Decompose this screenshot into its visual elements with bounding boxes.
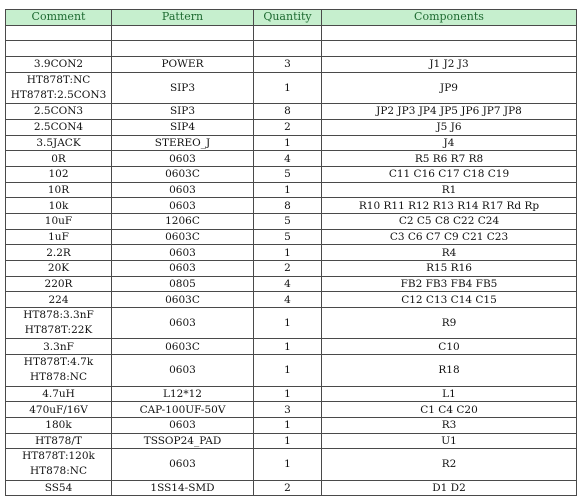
header-components[interactable]: Components — [322, 10, 577, 26]
cell-comment[interactable]: 3.9CON2 — [6, 57, 112, 73]
cell-pattern[interactable]: 0603 — [112, 417, 254, 433]
cell-pattern[interactable]: 0603 — [112, 449, 254, 480]
cell-comment[interactable] — [6, 41, 112, 57]
cell-comment[interactable]: 2.5CON3 — [6, 104, 112, 120]
cell-pattern[interactable]: 0603 — [112, 261, 254, 277]
table-row — [6, 449, 577, 480]
cell-quantity[interactable]: 1 — [254, 449, 322, 480]
cell-quantity[interactable]: 1 — [254, 182, 322, 198]
cell-quantity[interactable]: 4 — [254, 151, 322, 167]
table-row — [6, 417, 577, 433]
comment-line-1: HT878T:4.7k — [23, 356, 94, 369]
table-row — [6, 480, 577, 496]
cell-comment[interactable]: 3.3nF — [6, 339, 112, 355]
cell-comment[interactable] — [6, 355, 112, 386]
cell-comment[interactable]: 224 — [6, 292, 112, 308]
cell-quantity[interactable]: 2 — [254, 261, 322, 277]
cell-components[interactable]: FB2 FB3 FB4 FB5 — [322, 276, 577, 292]
table-row — [6, 182, 577, 198]
cell-pattern[interactable]: 0805 — [112, 276, 254, 292]
comment-line-1: HT878:3.3nF — [23, 309, 94, 322]
cell-pattern[interactable]: 0603 — [112, 355, 254, 386]
cell-components[interactable]: L1 — [322, 386, 577, 402]
table-row — [6, 402, 577, 418]
table-row — [6, 292, 577, 308]
cell-components[interactable]: C1 C4 C20 — [322, 402, 577, 418]
cell-quantity[interactable]: 1 — [254, 355, 322, 386]
cell-comment[interactable]: 470uF/16V — [6, 402, 112, 418]
cell-components[interactable]: R3 — [322, 417, 577, 433]
cell-quantity[interactable]: 2 — [254, 480, 322, 496]
header-pattern[interactable]: Pattern — [112, 10, 254, 26]
cell-components[interactable]: R9 — [322, 308, 577, 339]
cell-pattern[interactable] — [112, 41, 254, 57]
cell-comment[interactable]: SS54 — [6, 480, 112, 496]
cell-pattern[interactable]: SIP3 — [112, 104, 254, 120]
cell-comment[interactable] — [6, 72, 112, 103]
cell-comment[interactable]: HT878/T — [6, 433, 112, 449]
table-row — [6, 245, 577, 261]
cell-quantity[interactable]: 1 — [254, 433, 322, 449]
cell-quantity[interactable]: 5 — [254, 213, 322, 229]
cell-quantity[interactable]: 1 — [254, 417, 322, 433]
cell-quantity[interactable]: 1 — [254, 245, 322, 261]
cell-components[interactable] — [322, 41, 577, 57]
cell-quantity[interactable]: 4 — [254, 292, 322, 308]
cell-comment[interactable]: 180k — [6, 417, 112, 433]
cell-comment[interactable] — [6, 25, 112, 41]
comment-line-2: HT878:NC — [30, 465, 87, 478]
cell-pattern[interactable]: 1206C — [112, 213, 254, 229]
cell-components[interactable]: R15 R16 — [322, 261, 577, 277]
cell-comment[interactable]: 102 — [6, 166, 112, 182]
cell-quantity[interactable]: 5 — [254, 229, 322, 245]
cell-comment[interactable]: 220R — [6, 276, 112, 292]
cell-components[interactable]: R5 R6 R7 R8 — [322, 151, 577, 167]
table-row — [6, 198, 577, 214]
table-row — [6, 104, 577, 120]
cell-components[interactable]: J4 — [322, 135, 577, 151]
cell-quantity[interactable]: 8 — [254, 104, 322, 120]
table-row — [6, 72, 577, 103]
cell-pattern[interactable]: 0603 — [112, 198, 254, 214]
bom-table — [5, 9, 577, 496]
cell-components[interactable]: C3 C6 C7 C9 C21 C23 — [322, 229, 577, 245]
cell-components[interactable]: R18 — [322, 355, 577, 386]
cell-components[interactable]: C10 — [322, 339, 577, 355]
cell-components[interactable]: U1 — [322, 433, 577, 449]
cell-pattern[interactable]: SIP4 — [112, 119, 254, 135]
cell-quantity[interactable] — [254, 41, 322, 57]
comment-line-1: HT878T:120k — [22, 450, 95, 463]
comment-line-2: HT878:NC — [30, 371, 87, 384]
cell-components[interactable]: R4 — [322, 245, 577, 261]
cell-components[interactable]: R10 R11 R12 R13 R14 R17 Rd Rp — [322, 198, 577, 214]
header-row — [6, 10, 577, 26]
cell-pattern[interactable]: STEREO_J — [112, 135, 254, 151]
cell-components[interactable]: JP2 JP3 JP4 JP5 JP6 JP7 JP8 — [322, 104, 577, 120]
table-row — [6, 308, 577, 339]
cell-components[interactable] — [322, 25, 577, 41]
cell-comment[interactable]: 4.7uH — [6, 386, 112, 402]
cell-quantity[interactable]: 1 — [254, 339, 322, 355]
cell-components[interactable]: JP9 — [322, 72, 577, 103]
table-row — [6, 213, 577, 229]
cell-quantity[interactable]: 8 — [254, 198, 322, 214]
bom-body — [6, 25, 577, 496]
header-quantity[interactable]: Quantity — [254, 10, 322, 26]
cell-comment[interactable]: 2.2R — [6, 245, 112, 261]
table-row — [6, 276, 577, 292]
cell-quantity[interactable]: 1 — [254, 135, 322, 151]
cell-components[interactable]: C11 C16 C17 C18 C19 — [322, 166, 577, 182]
cell-components[interactable]: J5 J6 — [322, 119, 577, 135]
table-row — [6, 229, 577, 245]
cell-components[interactable]: D1 D2 — [322, 480, 577, 496]
cell-comment[interactable] — [6, 308, 112, 339]
table-row — [6, 386, 577, 402]
cell-pattern[interactable]: TSSOP24_PAD — [112, 433, 254, 449]
comment-line-1: HT878T:NC — [26, 73, 91, 86]
table-row — [6, 151, 577, 167]
cell-components[interactable]: C2 C5 C8 C22 C24 — [322, 213, 577, 229]
cell-comment[interactable] — [6, 449, 112, 480]
cell-pattern[interactable]: 0603C — [112, 339, 254, 355]
header-comment[interactable]: Comment — [6, 10, 112, 26]
cell-quantity[interactable]: 5 — [254, 166, 322, 182]
cell-quantity[interactable] — [254, 25, 322, 41]
cell-quantity[interactable]: 3 — [254, 402, 322, 418]
cell-pattern[interactable]: POWER — [112, 57, 254, 73]
table-row — [6, 261, 577, 277]
cell-quantity[interactable]: 4 — [254, 276, 322, 292]
table-row — [6, 25, 577, 41]
table-row — [6, 41, 577, 57]
cell-pattern[interactable]: 0603C — [112, 166, 254, 182]
cell-quantity[interactable]: 1 — [254, 386, 322, 402]
cell-pattern[interactable]: 0603C — [112, 292, 254, 308]
cell-components[interactable]: R1 — [322, 182, 577, 198]
cell-comment[interactable]: 20K — [6, 261, 112, 277]
cell-comment[interactable]: 10R — [6, 182, 112, 198]
table-row — [6, 119, 577, 135]
table-row — [6, 355, 577, 386]
comment-line-2: HT878T:22K — [24, 324, 93, 337]
cell-comment[interactable]: 10uF — [6, 213, 112, 229]
cell-pattern[interactable]: 0603 — [112, 182, 254, 198]
cell-pattern[interactable]: 0603C — [112, 229, 254, 245]
table-row — [6, 166, 577, 182]
comment-line-2: HT878T:2.5CON3 — [10, 88, 107, 101]
cell-pattern[interactable]: L12*12 — [112, 386, 254, 402]
cell-pattern[interactable]: CAP-100UF-50V — [112, 402, 254, 418]
cell-comment[interactable]: 10k — [6, 198, 112, 214]
cell-pattern[interactable]: 0603 — [112, 308, 254, 339]
table-row — [6, 433, 577, 449]
cell-pattern[interactable]: 0603 — [112, 245, 254, 261]
cell-comment[interactable]: 2.5CON4 — [6, 119, 112, 135]
cell-pattern[interactable]: 0603 — [112, 151, 254, 167]
cell-quantity[interactable]: 2 — [254, 119, 322, 135]
cell-comment[interactable]: 1uF — [6, 229, 112, 245]
cell-components[interactable]: C12 C13 C14 C15 — [322, 292, 577, 308]
cell-pattern[interactable] — [112, 25, 254, 41]
table-row — [6, 135, 577, 151]
cell-quantity[interactable]: 1 — [254, 308, 322, 339]
table-row — [6, 57, 577, 73]
cell-quantity[interactable]: 3 — [254, 57, 322, 73]
cell-pattern[interactable]: SIP3 — [112, 72, 254, 103]
cell-components[interactable]: R2 — [322, 449, 577, 480]
cell-comment[interactable]: 0R — [6, 151, 112, 167]
cell-comment[interactable]: 3.5JACK — [6, 135, 112, 151]
table-row — [6, 339, 577, 355]
cell-pattern[interactable]: 1SS14-SMD — [112, 480, 254, 496]
cell-components[interactable]: J1 J2 J3 — [322, 57, 577, 73]
cell-quantity[interactable]: 1 — [254, 72, 322, 103]
